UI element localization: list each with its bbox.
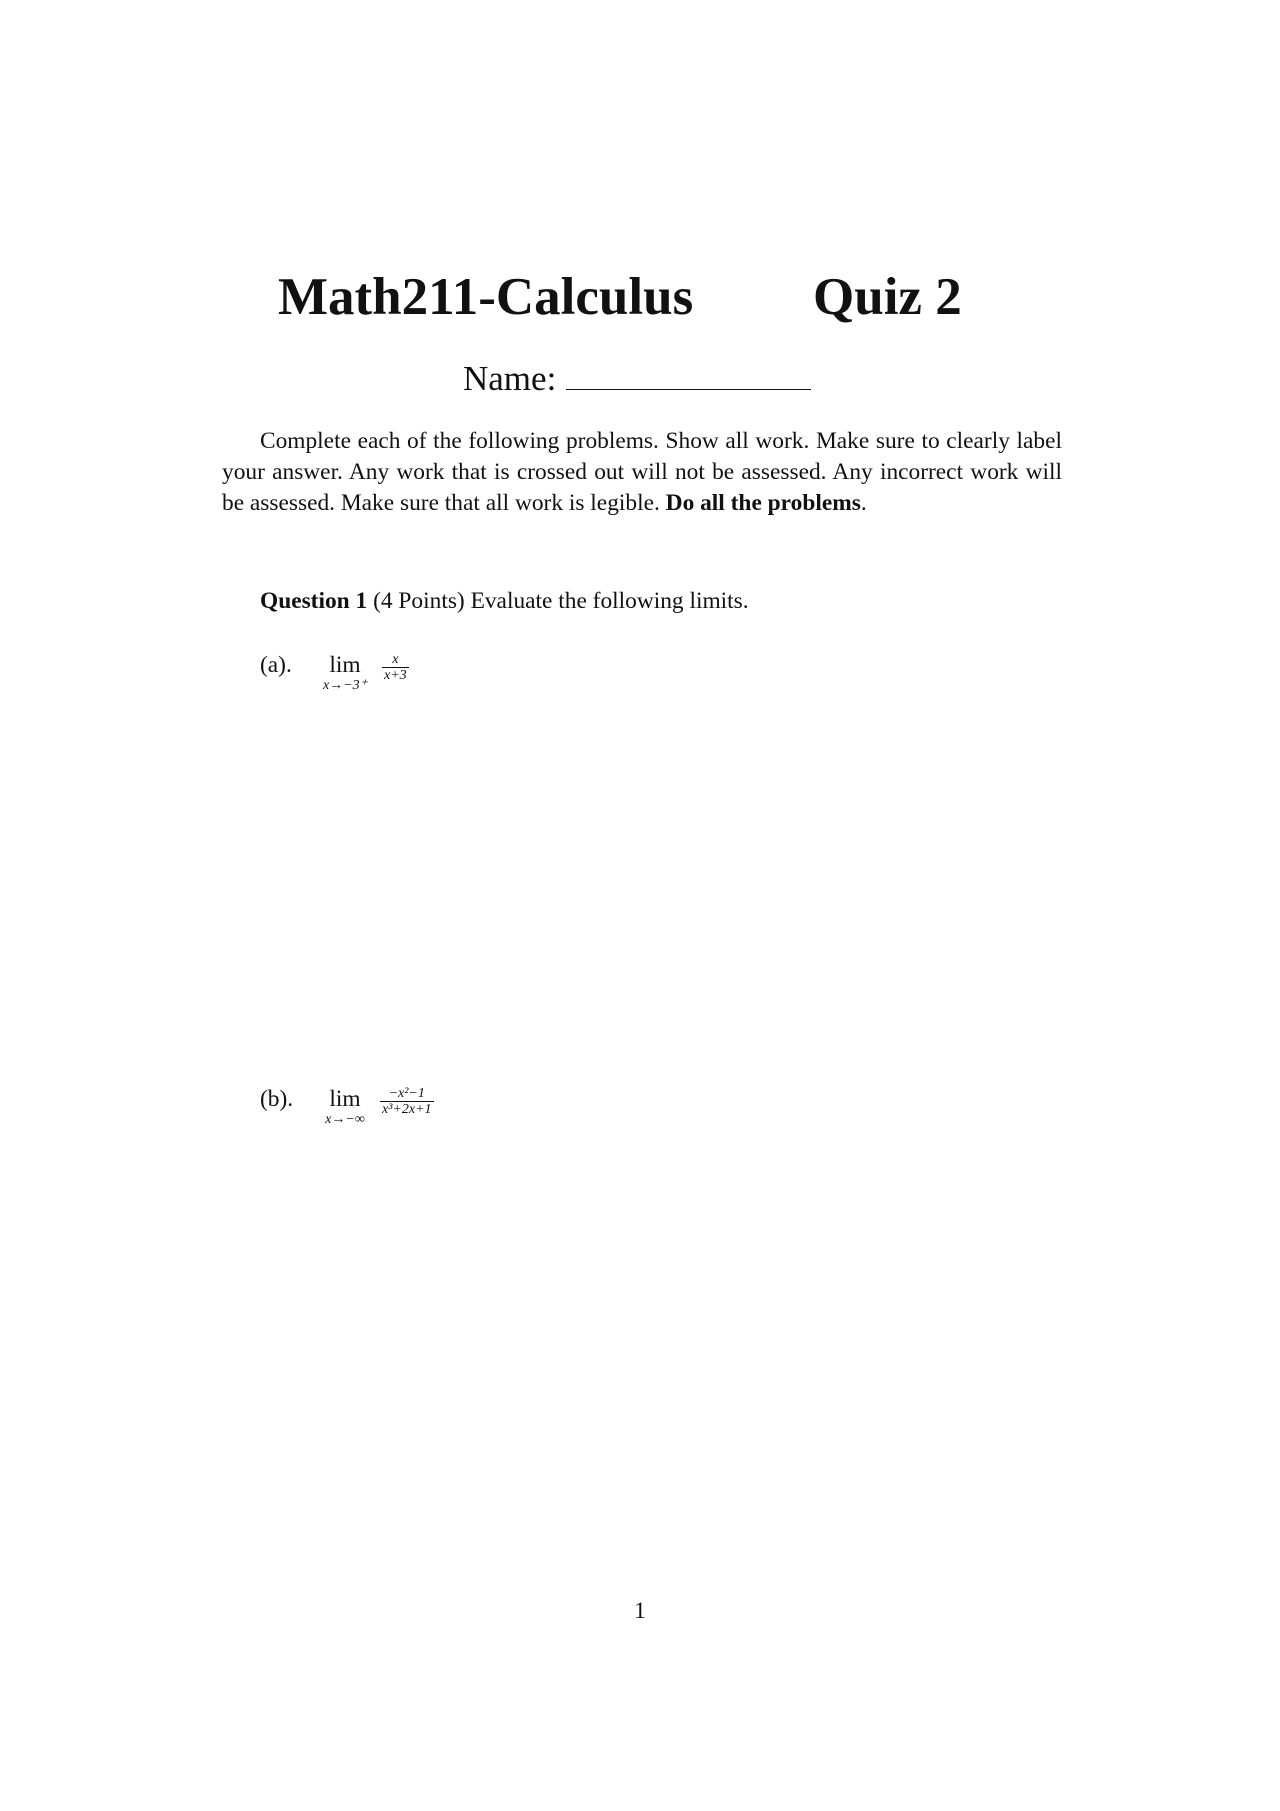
page-title [278,262,998,332]
part-b-limit [310,1084,380,1127]
part-a-limit-subscript: x→−3⁺ [322,678,368,693]
name-blank-line [566,389,811,390]
question-label: Question 1 [260,588,368,614]
part-b-label: (b). [260,1086,294,1112]
part-b-denominator: x³+2x+1 [382,1102,432,1117]
instructions-end: . [860,490,867,516]
instructions-emphasis: Do all the problems [665,490,861,516]
quiz-title: Quiz 2 [813,268,962,326]
part-a-limit [310,650,380,693]
part-b-limit-operator: lim [329,1086,361,1112]
course-title: Math211-Calculus [278,268,694,326]
page-number: 1 [634,1598,646,1624]
question-points: (4 Points) [373,588,465,614]
part-a-denominator: x+3 [384,668,407,683]
name-field [463,357,811,401]
instructions-text: Complete each of the following problems. Show all work. Make sure to clearly label your answer. Any work that is crossed out will not be assessed. Any incorrect work will be assessed. Make sure that all work is legible. [222,428,1062,516]
part-a-limit-operator: lim [329,652,361,678]
part-a-numerator: x [392,652,399,667]
instructions-paragraph [222,426,1062,519]
part-b-numerator: −x²−1 [388,1086,425,1101]
part-a-label: (a). [260,652,292,678]
question-prompt: Evaluate the following limits. [470,588,749,614]
question-1-heading [260,586,749,617]
name-label: Name: [463,359,557,398]
part-b-limit-subscript: x→−∞ [325,1112,365,1127]
part-b-fraction [380,1086,434,1117]
part-a-fraction [382,652,409,683]
